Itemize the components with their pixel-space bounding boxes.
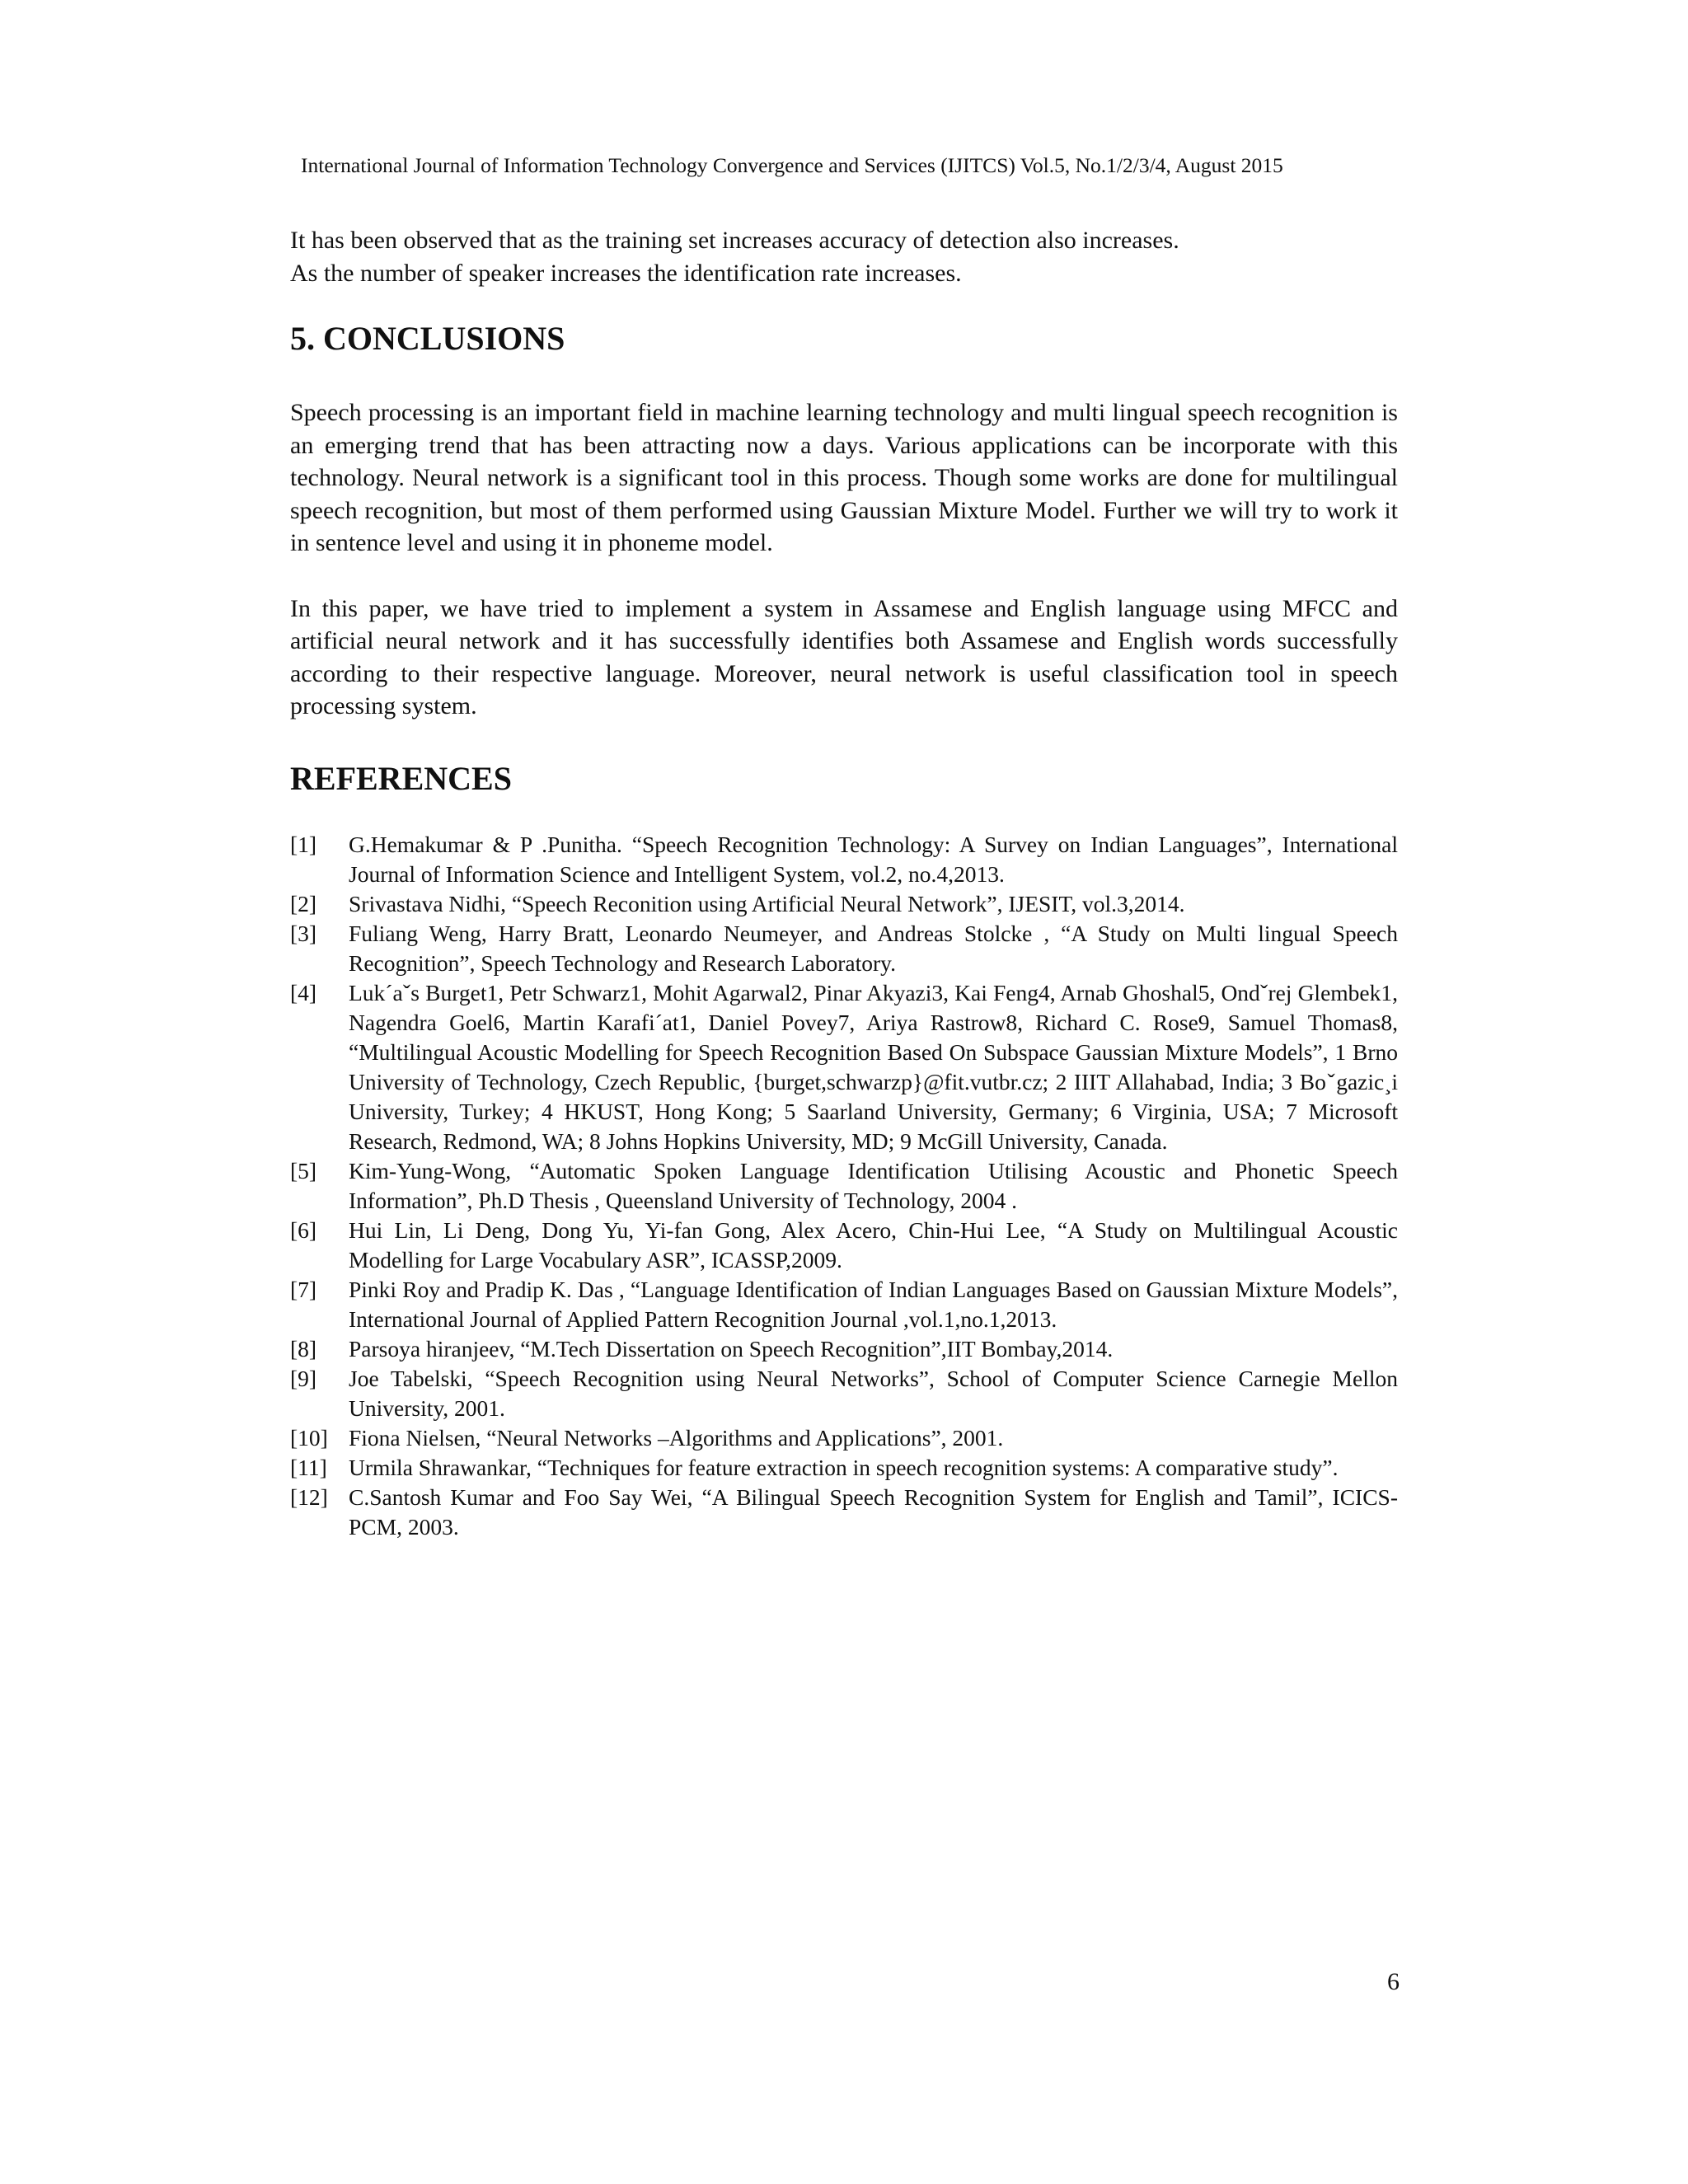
reference-text: Hui Lin, Li Deng, Dong Yu, Yi-fan Gong, Alex Acero, Chin-Hui Lee, “A Study on Multilingual Acoustic Modelling for Large Vocabulary ASR”, ICASSP,2009. (349, 1216, 1398, 1272)
intro-section (290, 224, 1398, 290)
reference-number: [12] (290, 1483, 328, 1510)
conclusions-heading: 5. CONCLUSIONS (290, 320, 565, 357)
conclusions-paragraph: In this paper, we have tried to implement a system in Assamese and English language using MFCC and artificial neural network and it has successfully identifies both Assamese and English words successfully according to their respective language. Moreover, neural network is useful classification tool in speech processing system. (290, 594, 1398, 719)
reference-list (290, 830, 1398, 1542)
reference-number: [6] (290, 1216, 317, 1243)
reference-number: [2] (290, 890, 317, 916)
reference-item (290, 1364, 1398, 1423)
reference-item (290, 1483, 1398, 1542)
reference-item (290, 1423, 1398, 1453)
reference-text: Kim-Yung-Wong, “Automatic Spoken Language Identification Utilising Acoustic and Phonetic Speech Information”, Ph.D Thesis , Queensland University of Technology, 2004 . (349, 1157, 1398, 1213)
reference-number: [5] (290, 1157, 317, 1183)
reference-item (290, 830, 1398, 889)
reference-item (290, 889, 1398, 919)
reference-text: Urmila Shrawankar, “Techniques for feature extraction in speech recognition systems: A comparative study”. (349, 1454, 1339, 1480)
reference-number: [1] (290, 831, 317, 857)
reference-item (290, 1275, 1398, 1334)
reference-text: Srivastava Nidhi, “Speech Reconition using Artificial Neural Network”, IJESIT, vol.3,2014. (349, 890, 1185, 916)
reference-text: Pinki Roy and Pradip K. Das , “Language Identification of Indian Languages Based on Gaussian Mixture Models”, International Journal of Applied Pattern Recognition Journal ,vol.1,no.1,2013. (349, 1276, 1398, 1332)
reference-number: [10] (290, 1424, 328, 1451)
reference-text: Luk´aˇs Burget1, Petr Schwarz1, Mohit Agarwal2, Pinar Akyazi3, Kai Feng4, Arnab Ghoshal5, Ondˇrej Glembek1, Nagendra Goel6, Martin Karafi´at1, Daniel Povey7, Ariya Rastrow8, Richard C. Rose9, Samuel Thomas8, “Multilingual Acoustic Modelling for Speech Recognition Based On Subspace Gaussian Mixture Models”, 1 Brno University of Technology, Czech Republic, {burget,schwarzp}@fit.vutbr.cz; 2 IIIT Allahabad, India; 3 Boˇgazic¸i University, Turkey; 4 HKUST, Hong Kong; 5 Saarland University, Germany; 6 Virginia, USA; 7 Microsoft Research, Redmond, WA; 8 Johns Hopkins University, MD; 9 McGill University, Canada. (349, 979, 1398, 1154)
running-header: International Journal of Information Technology Convergence and Services (IJITCS) Vol.5, No.1/2/3/4, August 2015 (301, 153, 1283, 177)
page-content (290, 224, 1398, 1542)
conclusions-paragraph: Speech processing is an important field in machine learning technology and multi lingual speech recognition is an emerging trend that has been attracting now a days. Various applications can be incorporate with this technology. Neural network is a significant tool in this process. Though some works are done for multilingual speech recognition, but most of them performed using Gaussian Mixture Model. Further we will try to work it in sentence level and using it in phoneme model. (290, 399, 1398, 556)
references-heading: REFERENCES (290, 759, 512, 797)
reference-item (290, 919, 1398, 978)
reference-item (290, 1156, 1398, 1216)
reference-text: Fuliang Weng, Harry Bratt, Leonardo Neumeyer, and Andreas Stolcke , “A Study on Multi lingual Speech Recognition”, Speech Technology and Research Laboratory. (349, 920, 1398, 976)
conclusions-body (290, 396, 1398, 723)
reference-text: C.Santosh Kumar and Foo Say Wei, “A Bilingual Speech Recognition System for English and Tamil”, ICICS-PCM, 2003. (349, 1483, 1398, 1540)
reference-number: [8] (290, 1335, 317, 1361)
reference-text: G.Hemakumar & P .Punitha. “Speech Recognition Technology: A Survey on Indian Languages”, International Journal of Information Science and Intelligent System, vol.2, no.4,2013. (349, 831, 1398, 887)
reference-text: Fiona Nielsen, “Neural Networks –Algorithms and Applications”, 2001. (349, 1424, 1004, 1451)
intro-line: It has been observed that as the training set increases accuracy of detection also increases. (290, 227, 1179, 254)
reference-number: [9] (290, 1365, 317, 1391)
reference-number: [7] (290, 1276, 317, 1302)
reference-text: Parsoya hiranjeev, “M.Tech Dissertation on Speech Recognition”,IIT Bombay,2014. (349, 1335, 1114, 1361)
reference-text: Joe Tabelski, “Speech Recognition using Neural Networks”, School of Computer Science Carnegie Mellon University, 2001. (349, 1365, 1398, 1421)
intro-line: As the number of speaker increases the identification rate increases. (290, 260, 962, 287)
reference-item (290, 1453, 1398, 1483)
reference-item (290, 1216, 1398, 1275)
reference-number: [3] (290, 920, 317, 946)
page-number: 6 (1387, 1968, 1400, 1995)
reference-number: [4] (290, 979, 317, 1005)
reference-item (290, 1334, 1398, 1364)
reference-item (290, 978, 1398, 1156)
reference-number: [11] (290, 1454, 327, 1480)
